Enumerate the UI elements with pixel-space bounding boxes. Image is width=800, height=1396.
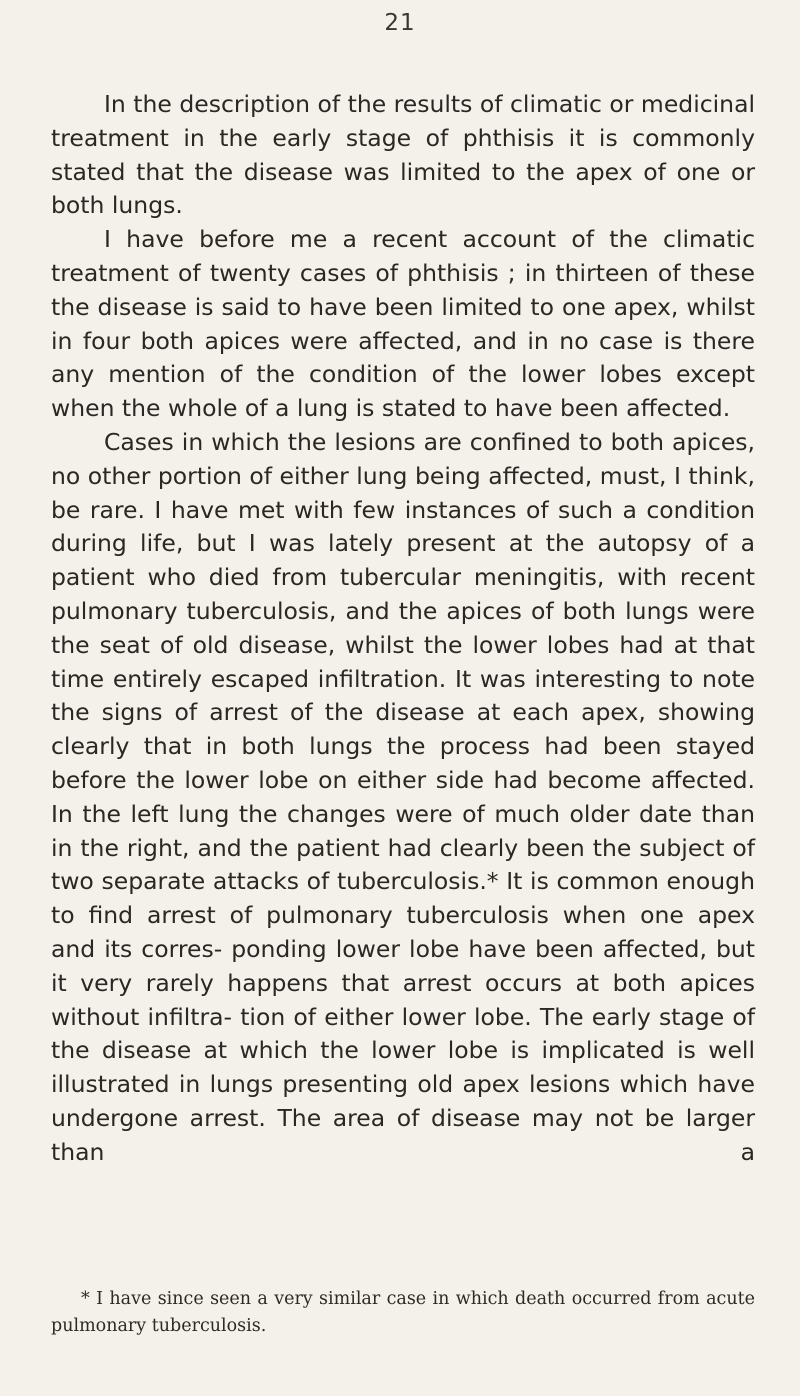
body-text <box>51 88 755 1170</box>
footnote: * I have since seen a very similar case in which death occurred from acute pulmonary tuberculosis. <box>51 1289 755 1336</box>
page-number: 21 <box>384 10 416 36</box>
paragraph-twenty-cases: I have before me a recent account of the climatic treatment of twenty cases of phthisis ; in thirteen of these the disease is said to have been limited to one apex, whilst in four both apices were affected, and in no case is there any mention of the condition of the lower lobes except when the whole of a lung is stated to have been affected. <box>51 225 755 423</box>
paragraph-both-apices: Cases in which the lesions are confined to both apices, no other portion of either lung being affected, must, I think, be rare. I have met with few instances of such a condition during life, but I was lately present at the autopsy of a patient who died from tubercular meningitis, with recent pulmonary tuberculosis, and the apices of both lungs were the seat of old disease, whilst the lower lobes had at that time entirely escaped infiltration. It was interesting to note the signs of arrest of the disease at each apex, showing clearly that in both lungs the process had been stayed before the lower lobe on either side had become affected. In the left lung the changes were of much older date than in the right, and the patient had clearly been the subject of two separate attacks of tuberculosis.* It is common enough to find arrest of pulmonary tuberculosis when one apex and its corres- ponding lower lobe have been affected, but it very rarely happens that arrest occurs at both apices without infiltra- tion of either lower lobe. The early stage of the disease at which the lower lobe is implicated is well illustrated in lungs presenting old apex lesions which have undergone arrest. The area of disease may not be larger than a <box>51 427 755 1166</box>
paragraph-climatic-treatment: In the description of the results of climatic or medicinal treatment in the early stage of phthisis it is commonly stated that the disease was limited to the apex of one or both lungs. <box>51 90 755 220</box>
